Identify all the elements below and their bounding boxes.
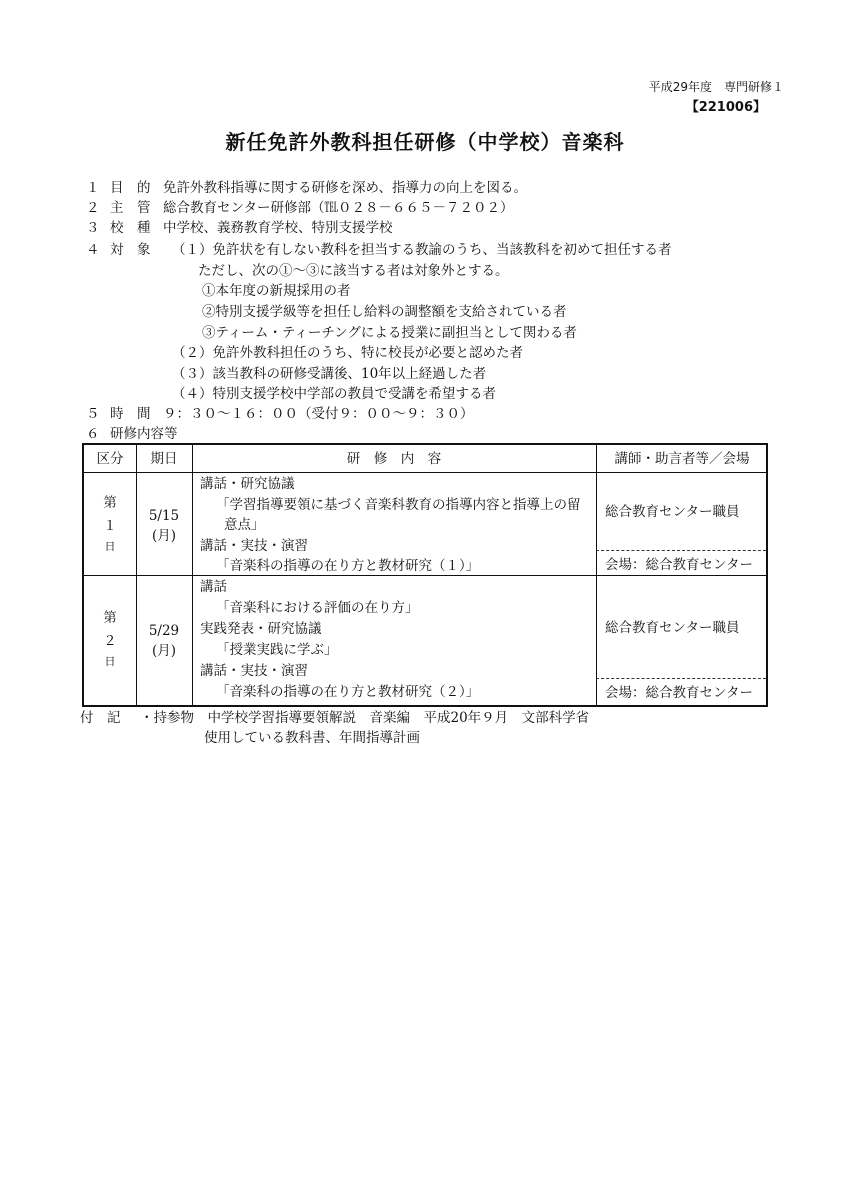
target-line-3: （２）免許外教科担任のうち、特に校長が必要と認めた者: [172, 345, 523, 361]
notes-label: 付 記: [80, 710, 121, 726]
item-text-purpose: 免許外教科指導に関する研修を深め、指導力の向上を図る。: [163, 180, 527, 196]
notes-line-1: ・持参物 中学校学習指導要領解説 音楽編 平成20年９月 文部科学省: [140, 710, 590, 726]
day1-weekday: (月): [151, 528, 177, 544]
day2-line: 講話・実技・演習: [200, 663, 308, 679]
day2-line: 講話: [200, 579, 227, 595]
day1-lecturer: 総合教育センター職員: [605, 504, 740, 520]
target-exclusion-1: ①本年度の新規採用の者: [202, 283, 351, 299]
fiscal-year-label: 平成29年度 専門研修１: [648, 80, 784, 94]
day1-line: 講話・研究協議: [200, 476, 295, 492]
item-number: ５: [86, 406, 100, 422]
day1-venue: 会場：総合教育センター: [605, 557, 753, 573]
item-number: ３: [86, 220, 100, 236]
target-line-5: （４）特別支援学校中学部の教員で受講を希望する者: [172, 386, 496, 402]
day2-line: 「授業実践に学ぶ」: [216, 642, 338, 658]
item-number: １: [86, 180, 100, 196]
day2-line: 実践発表・研究協議: [200, 621, 322, 637]
notes-line-2: 使用している教科書、年間指導計画: [204, 730, 420, 746]
day2-weekday: (月): [151, 643, 177, 659]
day1-kubun-1: 第: [103, 495, 117, 511]
day1-kubun-2: １: [103, 518, 117, 534]
day1-line: 講話・実技・演習: [200, 538, 308, 554]
item-text-host: 総合教育センター研修部（℡０２８－６６５－７２０２）: [163, 200, 514, 216]
header-content: 研 修 内 容: [346, 451, 442, 467]
item-text-time: ９：３０～１６：００（受付９：００～９：３０）: [163, 406, 474, 422]
page-title: 新任免許外教科担任研修（中学校）音楽科: [225, 130, 625, 154]
target-line-2: ただし、次の①～③に該当する者は対象外とする。: [198, 263, 509, 279]
day1-kubun-3: 日: [104, 540, 116, 553]
item-label-school: 校 種: [110, 220, 151, 236]
item-label-target: 対 象: [110, 242, 151, 258]
day2-kubun-3: 日: [104, 655, 116, 668]
item-number: ２: [86, 200, 100, 216]
day1-date: 5/15: [148, 508, 180, 524]
day2-kubun-2: ２: [103, 633, 117, 649]
item-label-time: 時 間: [110, 406, 151, 422]
day1-line: 「学習指導要領に基づく音楽科教育の指導内容と指導上の留: [216, 497, 581, 513]
day2-date: 5/29: [148, 623, 180, 639]
item-text-school: 中学校、義務教育学校、特別支援学校: [163, 220, 393, 236]
item-label-content: 研修内容等: [110, 426, 178, 442]
target-line-1: （１）免許状を有しない教科を担当する教諭のうち、当該教科を初めて担任する者: [172, 242, 672, 258]
schedule-table: [82, 443, 768, 707]
day2-venue: 会場：総合教育センター: [605, 685, 753, 701]
item-number: ６: [86, 426, 100, 442]
item-label-purpose: 目 的: [110, 180, 151, 196]
course-code: 【221006】: [685, 100, 766, 115]
day2-line: 「音楽科における評価の在り方」: [216, 600, 419, 616]
target-exclusion-2: ②特別支援学級等を担任し給料の調整額を支給されている者: [202, 304, 567, 320]
header-kubun: 区分: [96, 451, 124, 467]
header-lecturer: 講師・助言者等／会場: [614, 451, 750, 467]
header-date: 期日: [150, 451, 178, 467]
day2-lecturer: 総合教育センター職員: [605, 620, 740, 636]
target-exclusion-3: ③ティーム・ティーチングによる授業に副担当として関わる者: [202, 325, 577, 341]
item-number: ４: [86, 242, 100, 258]
day2-kubun-1: 第: [103, 610, 117, 626]
day1-line: 意点」: [224, 517, 265, 533]
target-line-4: （３）該当教科の研修受講後、10年以上経過した者: [172, 366, 487, 382]
day1-line: 「音楽科の指導の在り方と教材研究（１）」: [216, 558, 480, 574]
day2-line: 「音楽科の指導の在り方と教材研究（２）」: [216, 684, 480, 700]
item-label-host: 主 管: [110, 200, 151, 216]
